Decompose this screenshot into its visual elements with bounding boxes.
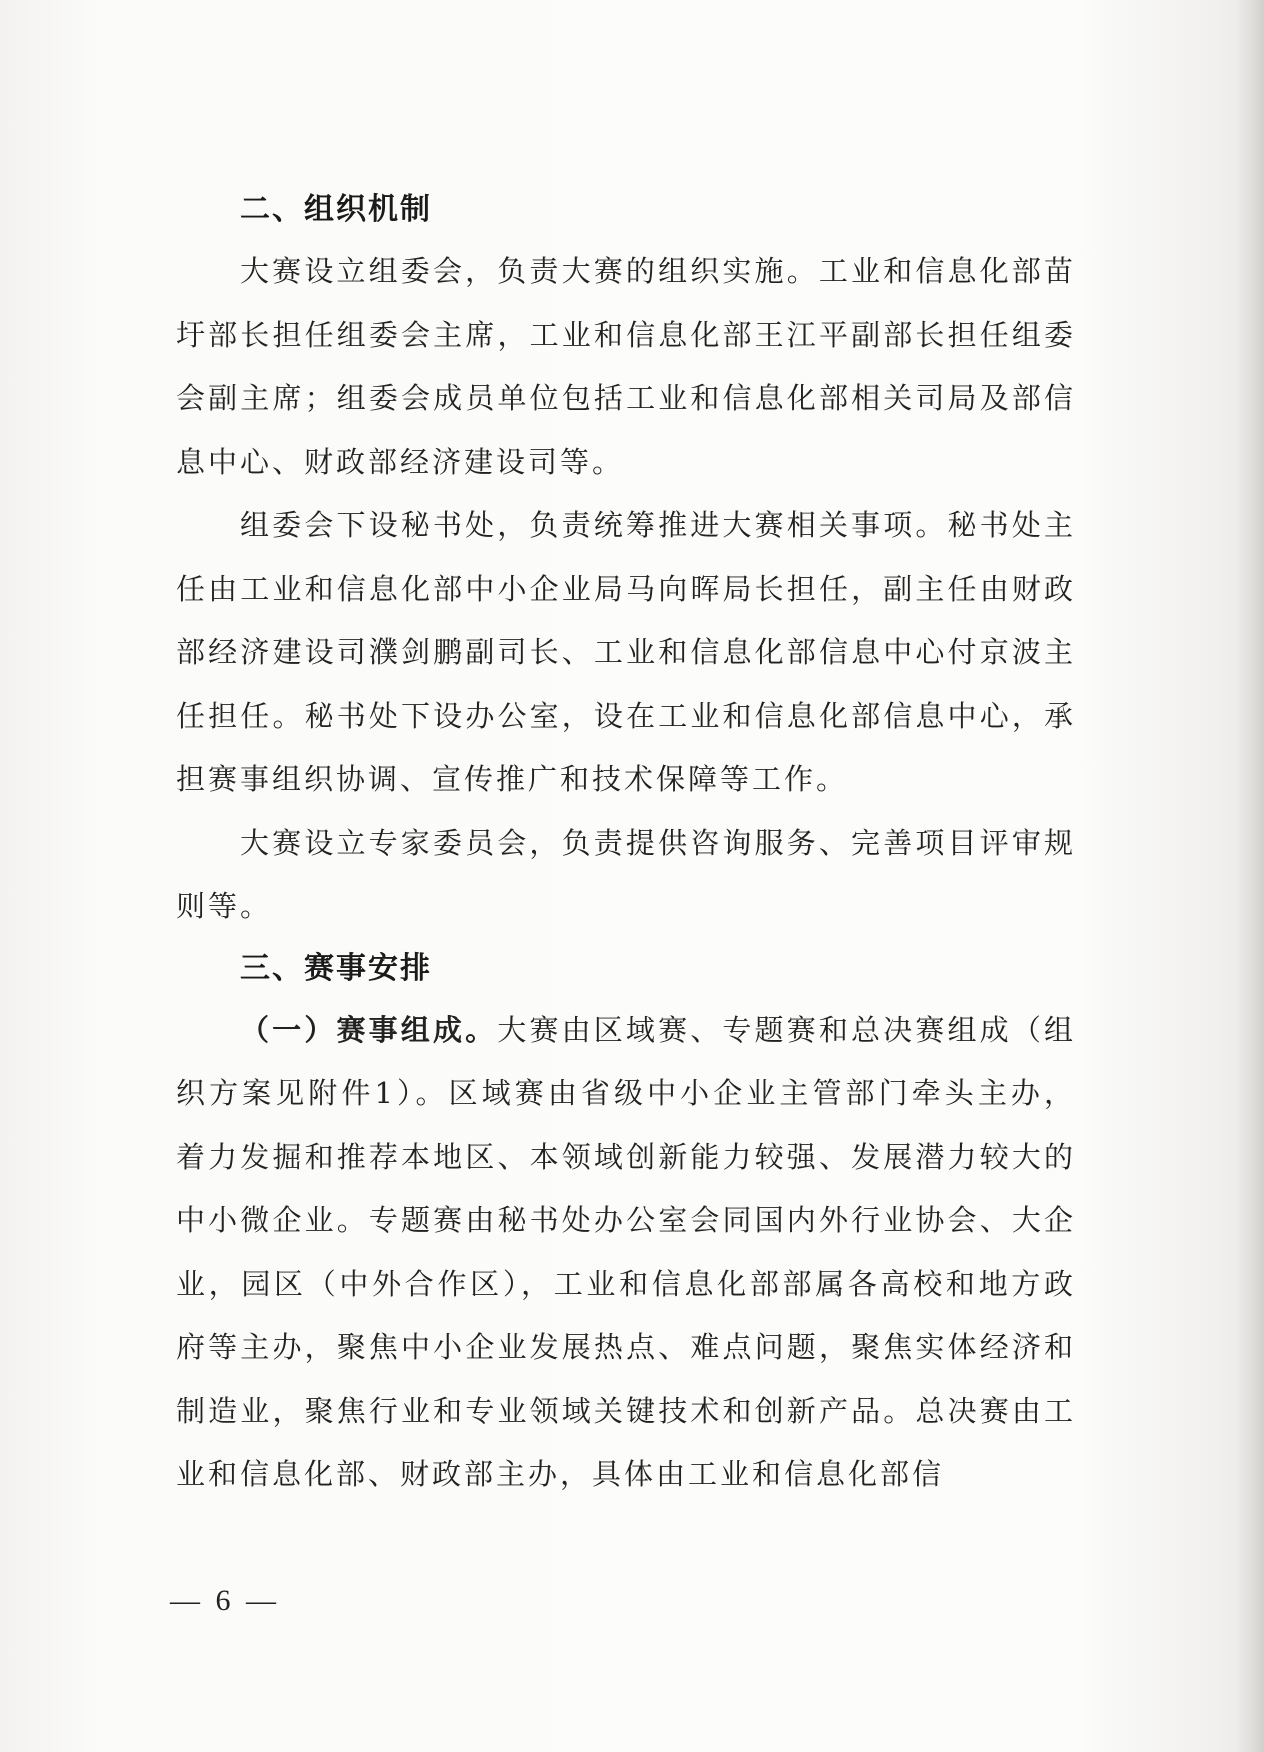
paragraph-lead-title: （一）赛事组成。	[240, 1012, 498, 1047]
paragraph-expert-committee: 大赛设立专家委员会，负责提供咨询服务、完善项目评审规则等。	[176, 825, 1076, 923]
paragraph-competition-composition	[176, 999, 1076, 1507]
page-edge-shadow	[1236, 0, 1264, 1752]
paragraph-secretariat: 组委会下设秘书处，负责统筹推进大赛相关事项。秘书处主任由工业和信息化部中小企业局马向晖局长担任，副主任由财政部经济建设司濮剑鹏副司长、工业和信息化部信息中心付京波主任担任。秘书处下设办公室，设在工业和信息化部信息中心，承担赛事组织协调、宣传推广和技术保障等工作。	[176, 508, 1076, 796]
section-heading-organization: 二、组织机制	[240, 192, 432, 227]
section-heading-arrangement: 三、赛事安排	[240, 950, 432, 986]
paragraph-body-text: 大赛由区域赛、专题赛和总决赛组成（组织方案见附件1）。区域赛由省级中小企业主管部门牵头主办，着力发掘和推荐本地区、本领域创新能力较强、发展潜力较大的中小微企业。专题赛由秘书处办公室会同国内外行业协会、大企业，园区（中外合作区），工业和信息化部部属各高校和地方政府等主办，聚焦中小企业发展热点、难点问题，聚焦实体经济和制造业，聚焦行业和专业领域关键技术和创新产品。总决赛由工业和信息化部、财政部主办，具体由工业和信息化部信	[176, 1012, 1076, 1491]
paragraph-organizing-committee: 大赛设立组委会，负责大赛的组织实施。工业和信息化部苗圩部长担任组委会主席，工业和信息化部王江平副部长担任组委会副主席；组委会成员单位包括工业和信息化部相关司局及部信息中心、财政部经济建设司等。	[176, 254, 1076, 479]
document-body	[176, 180, 1076, 1507]
page-number: — 6 —	[170, 1584, 280, 1617]
